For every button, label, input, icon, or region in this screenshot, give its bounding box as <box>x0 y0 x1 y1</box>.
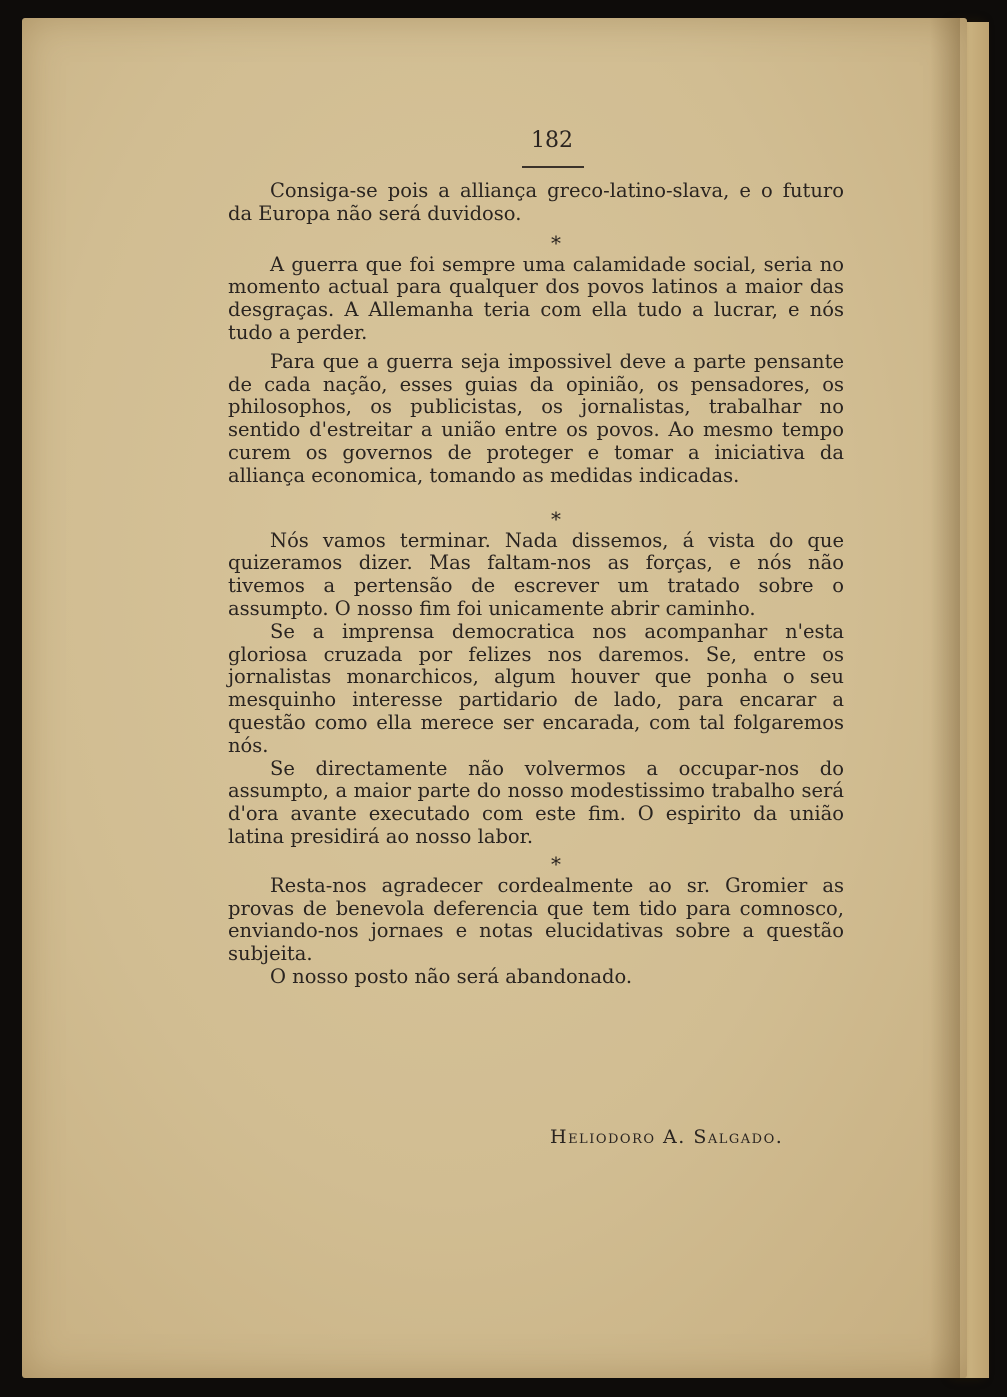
paragraph-7: Resta-nos agradecer cordealmente ao sr. Gromier as provas de benevola deferencia que tem tido para comnosco, enviando-nos jornaes e notas elucidativas sobre a questão subjeita. <box>228 873 844 966</box>
separator-3: * <box>551 851 561 876</box>
page-number: 182 <box>531 128 573 153</box>
separator-2: * <box>551 506 561 531</box>
author-signature: Heliodoro A. Salgado. <box>550 1126 784 1148</box>
body-text <box>228 130 844 989</box>
paragraph-1: Consiga-se pois a alliança greco-latino-slava, e o futuro da Europa não será duvidoso. <box>228 179 844 225</box>
paragraph-5: Se a imprensa democratica nos acompanhar n'esta gloriosa cruzada por felizes nos daremos. Se, entre os jornalistas monarchicos, algum houver que ponha o seu mesquinho interesse partidario de lado, para encarar a questão como ella merece ser encarada, com tal folgaremos nós. <box>228 619 844 757</box>
paragraph-3: Para que a guerra seja impossivel deve a parte pensante de cada nação, esses guias da opinião, os pensadores, os philosophos, os publicistas, os jornalistas, trabalhar no sentido d'estreitar a união entre os povos. Ao mesmo tempo curem os governos de proteger e tomar a iniciativa da alliança economica, tomando as medidas indicadas. <box>228 349 844 487</box>
paragraph-8: O nosso posto não será abandonado. <box>270 964 633 988</box>
separator-1: * <box>551 230 561 255</box>
paragraph-4: Nós vamos terminar. Nada dissemos, á vista do que quizeramos dizer. Mas faltam-nos as forças, e nós não tivemos a pertensão de escrever um tratado sobre o assumpto. O nosso fim foi unicamente abrir caminho. <box>228 528 844 620</box>
paragraph-6: Se directamente não volvermos a occupar-nos do assumpto, a maior parte do nosso modestissimo trabalho será d'ora avante executado com este fim. O espirito da união latina presidirá ao nosso labor. <box>228 756 844 848</box>
paragraph-2: A guerra que foi sempre uma calamidade social, seria no momento actual para qualquer dos povos latinos a maior das desgraças. A Allemanha teria com ella tudo a lucrar, e nós tudo a perder. <box>228 252 844 344</box>
gutter-shadow <box>930 18 960 1378</box>
